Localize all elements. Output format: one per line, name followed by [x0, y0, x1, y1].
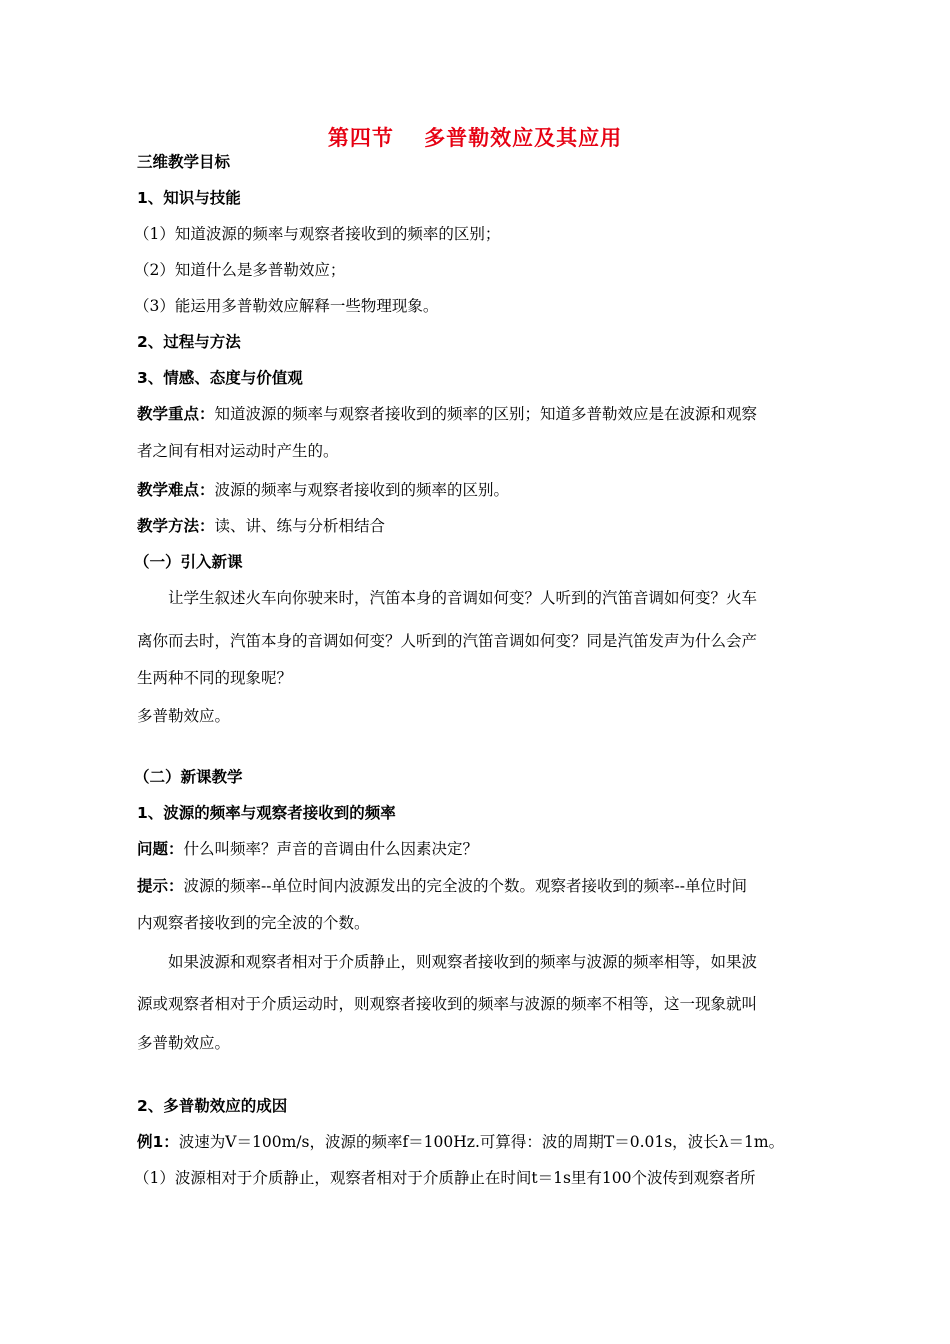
- method-line: [137, 515, 817, 537]
- paragraph-line-2: 源或观察者相对于介质运动时，则观察者接收到的频率与波源的频率不相等，这一现象就叫: [137, 995, 758, 1013]
- method-label: 教学方法：: [137, 517, 215, 535]
- goal-item-1: （1）知道波源的频率与观察者接收到的频率的区别；: [134, 225, 501, 243]
- section-emotion-values: 3、情感、态度与价值观: [137, 369, 303, 387]
- hint-line-1: [137, 875, 817, 897]
- example-line: [137, 1131, 817, 1153]
- intro-line-2: 离你而去时，汽笛本身的音调如何变？人听到的汽笛音调如何变？同是汽笛发声为什么会产: [137, 632, 758, 650]
- part1-heading: （一）引入新课: [134, 553, 243, 571]
- page-title: 第四节 多普勒效应及其应用: [327, 126, 623, 150]
- section-process-method: 2、过程与方法: [137, 333, 241, 351]
- goals-heading: 三维教学目标: [137, 153, 231, 171]
- hint-text: 波源的频率--单位时间内波源发出的完全波的个数。观察者接收到的频率--单位时间: [183, 877, 747, 895]
- difficulty-text: 波源的频率与观察者接收到的频率的区别。: [214, 481, 510, 499]
- example-text: 波速为V＝100m/s，波源的频率f＝100Hz.可算得：波的周期T＝0.01s，波长λ＝1m。: [178, 1133, 785, 1151]
- key-point-label: 教学重点：: [137, 405, 215, 423]
- question-line: [137, 838, 817, 860]
- part2-heading: （二）新课教学: [134, 768, 243, 786]
- intro-line-1: 让学生叙述火车向你驶来时，汽笛本身的音调如何变？人听到的汽笛音调如何变？火车: [168, 589, 758, 607]
- key-point-line-2: 者之间有相对运动时产生的。: [137, 442, 339, 460]
- difficulty-line: [137, 479, 817, 501]
- method-text: 读、讲、练与分析相结合: [214, 517, 386, 535]
- new2-heading: 2、多普勒效应的成因: [137, 1097, 288, 1115]
- goal-item-2: （2）知道什么是多普勒效应；: [134, 261, 346, 279]
- example-label: 例1：: [137, 1133, 179, 1151]
- key-point-text: 知道波源的频率与观察者接收到的频率的区别；知道多普勒效应是在波源和观察: [214, 405, 758, 423]
- section-knowledge-skills: 1、知识与技能: [137, 189, 241, 207]
- intro-line-3: 生两种不同的现象呢？: [137, 669, 293, 687]
- hint-label: 提示：: [137, 877, 184, 895]
- new1-heading: 1、波源的频率与观察者接收到的频率: [137, 804, 396, 822]
- question-text: 什么叫频率？声音的音调由什么因素决定？: [183, 840, 479, 858]
- paragraph-line-3: 多普勒效应。: [137, 1034, 231, 1052]
- key-point-line-1: [137, 403, 817, 425]
- difficulty-label: 教学难点：: [137, 481, 215, 499]
- intro-line-4: 多普勒效应。: [137, 707, 231, 725]
- hint-line-2: 内观察者接收到的完全波的个数。: [137, 914, 370, 932]
- question-label: 问题：: [137, 840, 184, 858]
- example-sub-1: （1）波源相对于介质静止，观察者相对于介质静止在时间t＝1s里有100个波传到观察者所: [134, 1169, 756, 1187]
- goal-item-3: （3）能运用多普勒效应解释一些物理现象。: [134, 297, 439, 315]
- paragraph-line-1: 如果波源和观察者相对于介质静止，则观察者接收到的频率与波源的频率相等，如果波: [168, 953, 758, 971]
